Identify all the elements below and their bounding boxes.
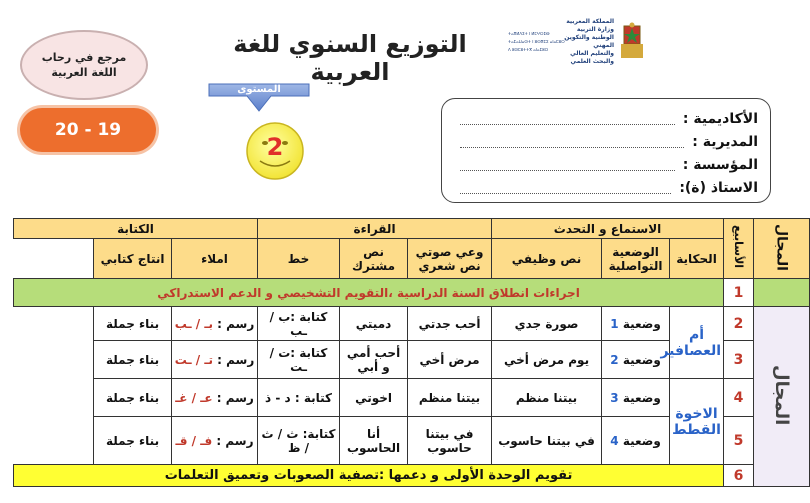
situation-header: الوضعية التواصلية	[602, 239, 670, 279]
shared-text-cell: أحب أمي و أبي	[340, 341, 408, 379]
composition-header: انتاج كتابي	[94, 239, 172, 279]
situation-cell: وضعية 2	[602, 341, 670, 379]
info-school-field[interactable]	[460, 158, 675, 171]
page-title: التوزيع السنوي للغة العربية	[233, 30, 467, 86]
phonetic-cell: بيتنا منظم	[408, 379, 492, 417]
dictation-cell: رسم : فـ / قـ	[172, 417, 258, 465]
situation-cell: وضعية 1	[602, 307, 670, 341]
info-teacher-label: الاستاذ (ة):	[679, 179, 758, 196]
info-academy-label: الأكاديمية :	[682, 110, 758, 127]
phonetic-cell: في بيتنا حاسوب	[408, 417, 492, 465]
school-year: 20 - 19	[54, 120, 122, 140]
field-name-cell: المجال	[754, 307, 810, 487]
composition-cell: بناء جملة	[94, 417, 172, 465]
reference-badge	[20, 30, 148, 100]
situation-cell: وضعية 4	[602, 417, 670, 465]
handwriting-header: خط	[258, 239, 340, 279]
composition-cell: بناء جملة	[94, 341, 172, 379]
weeks-header: الأسابيع	[724, 219, 754, 279]
functional-text-cell: بيتنا منظم	[492, 379, 602, 417]
info-school-row	[452, 153, 758, 176]
shared-text-header: نص مشترك	[340, 239, 408, 279]
logo-tz-3: ⴷ ⵓⵙⵎⵓⵜⵜⴳ ⴰⵏⴰⵎⵓⵔ	[508, 47, 549, 52]
info-academy-field[interactable]	[460, 112, 675, 125]
listening-group-header: الاستماع و التحدث	[492, 219, 724, 239]
dictation-cell: رسم : بـ / ـب	[172, 307, 258, 341]
reference-line-1: مرجع في رحاب	[41, 51, 127, 64]
functional-text-cell: صورة جدي	[492, 307, 602, 341]
field-band-top	[754, 279, 810, 307]
school-year-badge	[20, 108, 156, 152]
ministry-logo	[508, 12, 645, 72]
logo-tz-1: ⵜⴰⴳⵍⴷⵉⵜ ⵏ ⵍⵎⵖⵔⵉⴱ	[508, 31, 550, 36]
logo-ar-2: وزارة التربية الوطنية والتكوين المهني	[564, 26, 614, 49]
info-teacher-field[interactable]	[460, 181, 671, 194]
info-school-label: المؤسسة :	[682, 156, 758, 173]
handwriting-cell: كتابة :ب / ـب	[258, 307, 340, 341]
info-academy-row	[452, 107, 758, 130]
story-header: الحكاية	[670, 239, 724, 279]
story-cell: أم العصافير	[670, 307, 724, 379]
dictation-header: املاء	[172, 239, 258, 279]
functional-text-header: نص وظيفي	[492, 239, 602, 279]
school-info-box	[441, 98, 771, 203]
info-directorate-row	[452, 130, 758, 153]
annual-distribution-table	[13, 218, 810, 487]
level-number: 2	[266, 133, 284, 161]
info-directorate-label: المديرية :	[692, 133, 758, 150]
shared-text-cell: أنا الحاسوب	[340, 417, 408, 465]
level-label: المستوى	[237, 84, 281, 95]
handwriting-cell: كتابة : د - ذ	[258, 379, 340, 417]
story-cell: الاخوة القطط	[670, 379, 724, 465]
composition-cell: بناء جملة	[94, 379, 172, 417]
coat-of-arms-icon	[619, 22, 645, 62]
week-number: 1	[724, 279, 754, 307]
dictation-cell: رسم : تـ / ـت	[172, 341, 258, 379]
info-teacher-row	[452, 176, 758, 199]
week-number: 6	[724, 465, 754, 487]
phonetic-cell: أحب جدتي	[408, 307, 492, 341]
functional-text-cell: يوم مرض أخي	[492, 341, 602, 379]
functional-text-cell: في بيتنا حاسوب	[492, 417, 602, 465]
reading-group-header: القراءة	[258, 219, 492, 239]
phonetic-header: وعي صوتي نص شعري	[408, 239, 492, 279]
field-header: المجال	[754, 219, 810, 279]
reference-line-2: اللغة العربية	[51, 66, 117, 79]
logo-ar-3: والتعليم العالي والبحث العلمي	[570, 50, 614, 65]
unit-evaluation-row: تقويم الوحدة الأولى و دعمها :تصفية الصعوبات وتعميق التعلمات	[14, 465, 724, 487]
logo-tz-2: ⵜⴰⵎⴰⵡⴰⵙⵜ ⵏ ⵓⵙⴳⵎⵉ ⴰⵏⴰⵎⵓⵔ	[508, 39, 565, 44]
week-number: 4	[724, 379, 754, 417]
start-of-year-row: اجراءات انطلاق السنة الدراسية ،التقويم التشخيصي و الدعم الاستدراكي	[14, 279, 724, 307]
writing-group-header: الكتابة	[14, 219, 258, 239]
composition-cell: بناء جملة	[94, 307, 172, 341]
handwriting-cell: كتابة: ث / ث / ظ	[258, 417, 340, 465]
situation-cell: وضعية 3	[602, 379, 670, 417]
info-directorate-field[interactable]	[460, 135, 684, 148]
week-number: 3	[724, 341, 754, 379]
phonetic-cell: مرض أخي	[408, 341, 492, 379]
week-number: 2	[724, 307, 754, 341]
shared-text-cell: دميتي	[340, 307, 408, 341]
logo-ar-1: المملكة المغربية	[566, 18, 614, 25]
week-number: 5	[724, 417, 754, 465]
shared-text-cell: اخوتي	[340, 379, 408, 417]
handwriting-cell: كتابة :ت / ـت	[258, 341, 340, 379]
dictation-cell: رسم : عـ / غـ	[172, 379, 258, 417]
